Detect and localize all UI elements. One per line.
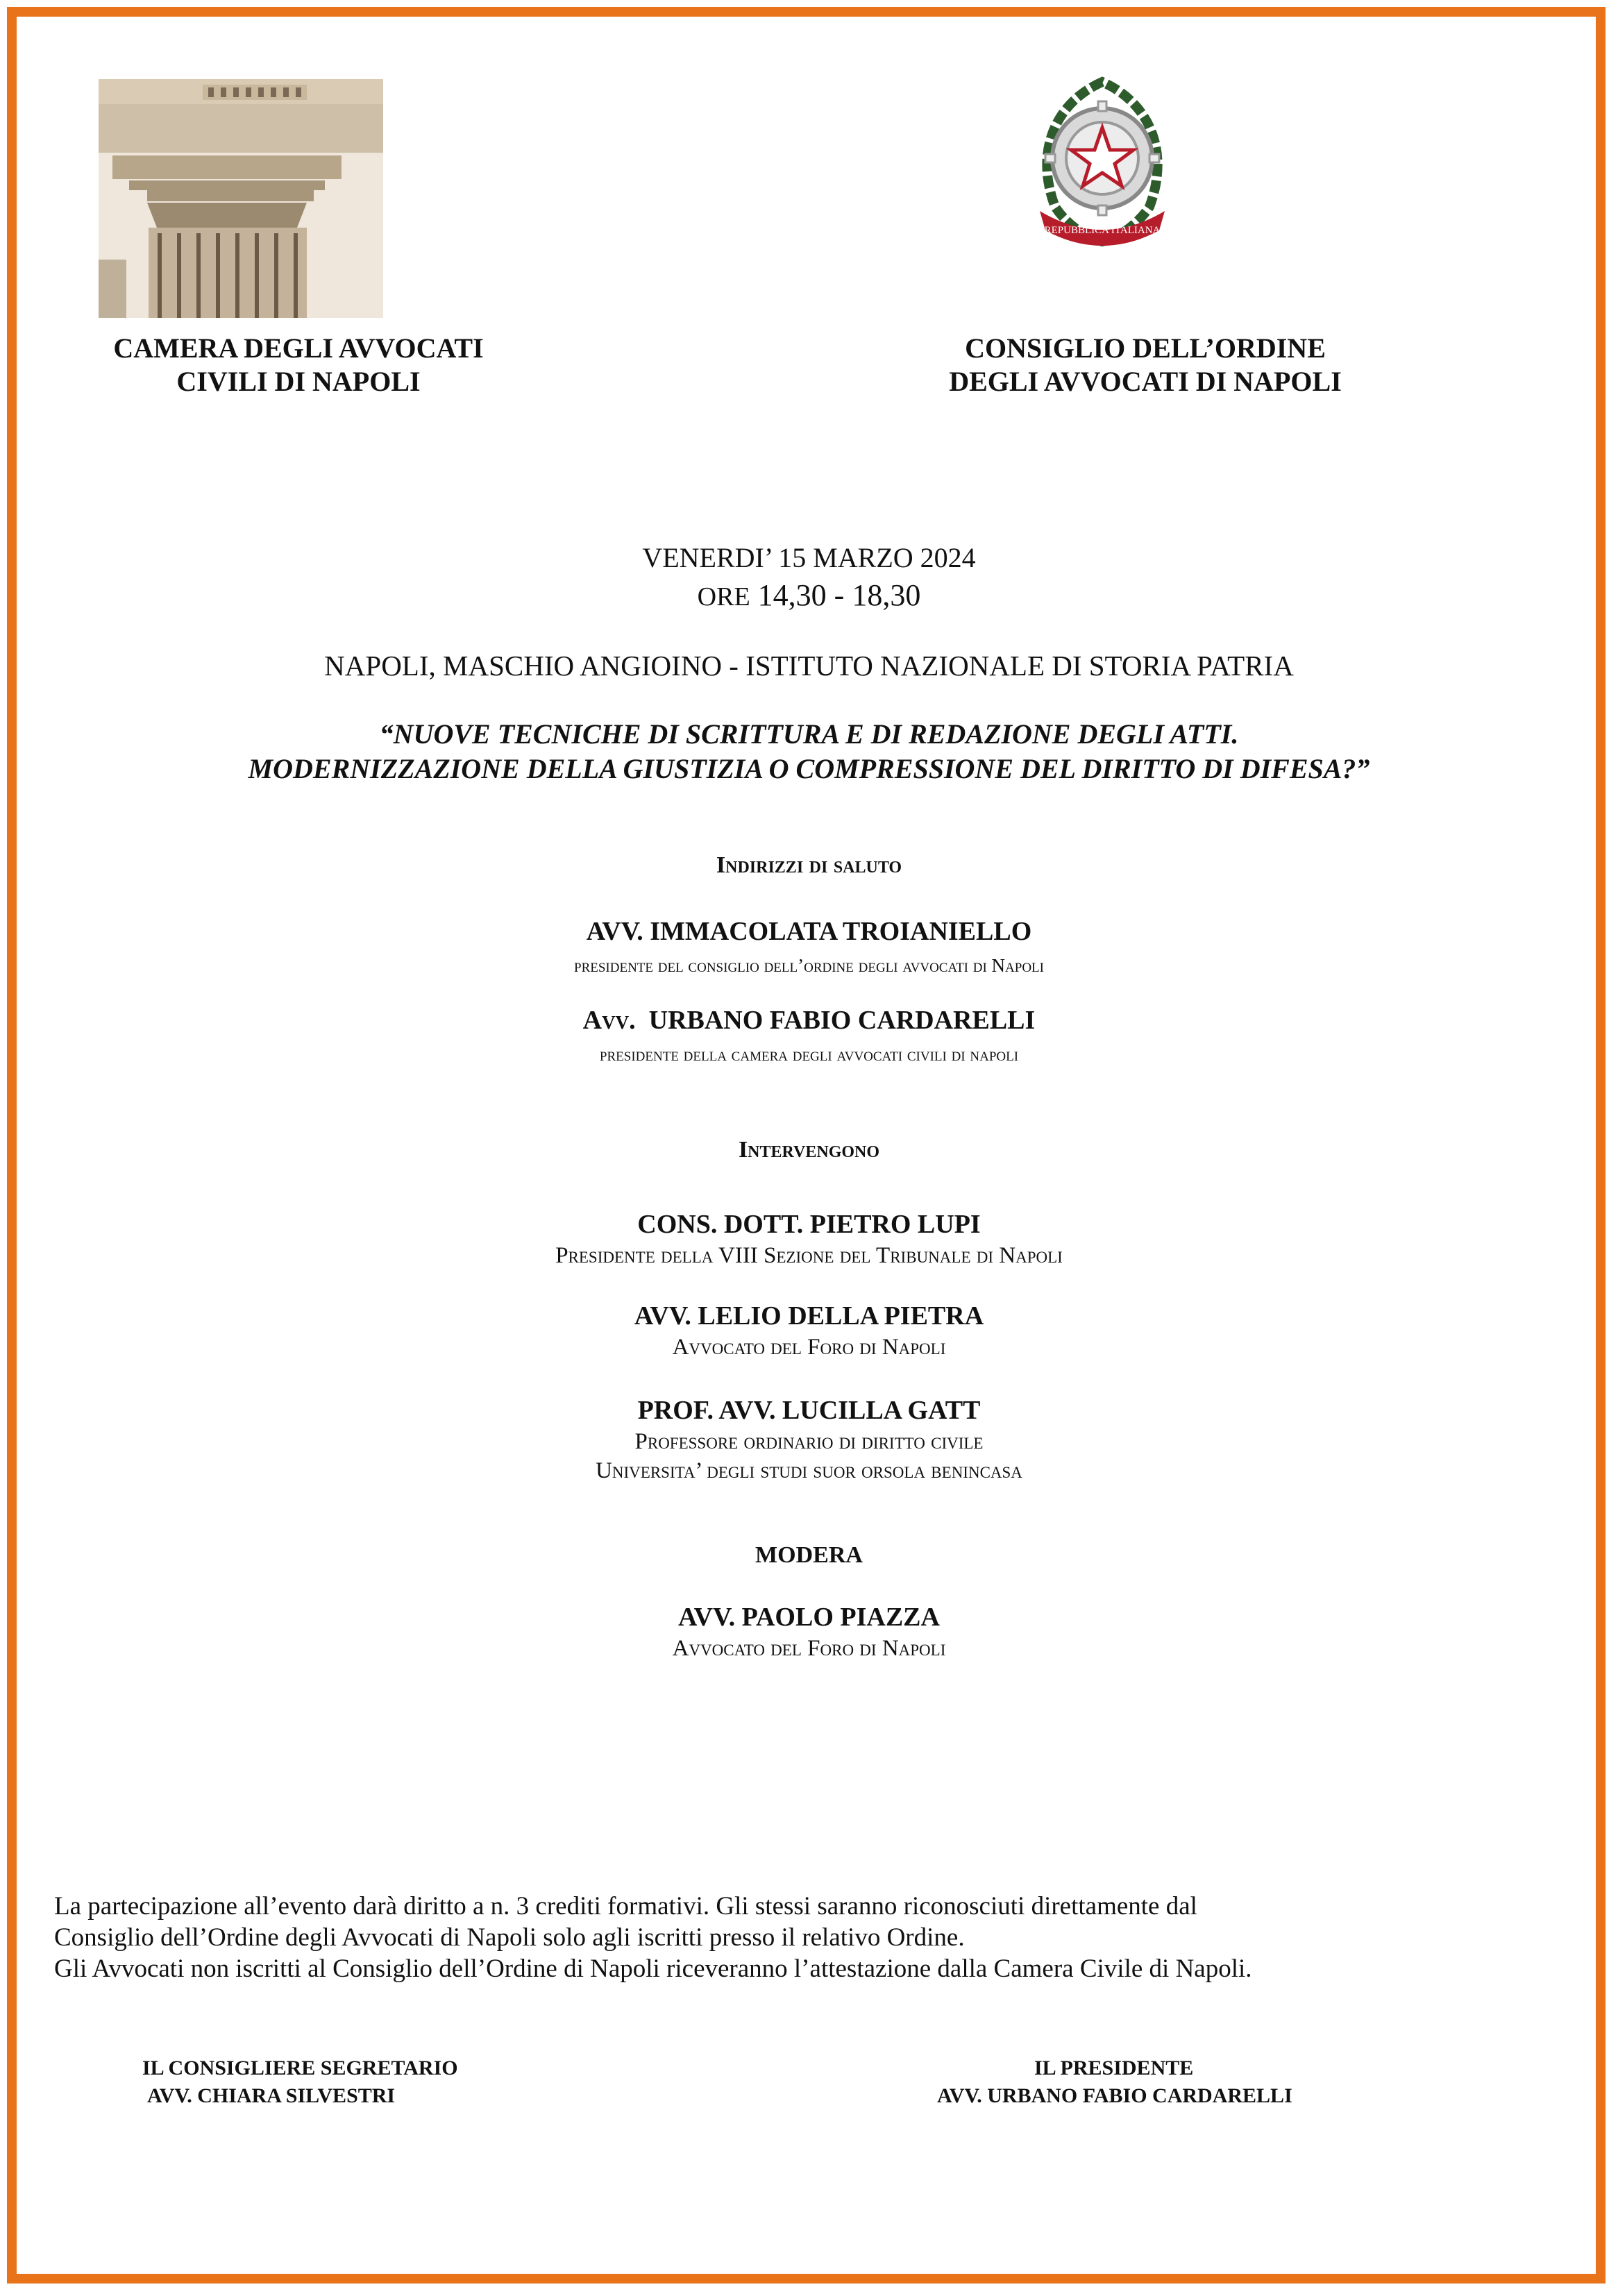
credits-note-line2: Consiglio dell’Ordine degli Avvocati di Napoli solo agli iscritti presso il relativo Ordine.	[54, 1923, 965, 1952]
signature-secretary-title: IL CONSIGLIERE SEGRETARIO	[142, 2057, 458, 2079]
speaker-1-name: CONS. DOTT. PIETRO LUPI	[637, 1210, 981, 1239]
event-date: VENERDI’ 15 MARZO 2024	[642, 542, 976, 573]
speaker-3-role: Professore ordinario di diritto civile	[634, 1429, 984, 1454]
speaker-2-role: Avvocato del Foro di Napoli	[672, 1335, 946, 1360]
event-time-value: 14,30 - 18,30	[757, 578, 921, 612]
greeting-speaker-2-fullname: URBANO FABIO CARDARELLI	[648, 1006, 1036, 1035]
credits-note-line3: Gli Avvocati non iscritti al Consiglio dell’Ordine di Napoli riceveranno l’attestazione dalla Camera Civile di Napoli.	[54, 1955, 1252, 1983]
greeting-speaker-2-role: presidente della camera degli avvocati civili di napoli	[599, 1044, 1019, 1065]
left-org-line2: CIVILI DI NAPOLI	[176, 366, 421, 397]
event-venue: NAPOLI, MASCHIO ANGIOINO - ISTITUTO NAZIONALE DI STORIA PATRIA	[324, 650, 1294, 682]
moderator-heading: MODERA	[755, 1542, 863, 1568]
speaker-3-name: PROF. AVV. LUCILLA GATT	[637, 1396, 981, 1425]
event-title	[0, 717, 1618, 786]
moderator-name: AVV. PAOLO PIAZZA	[678, 1603, 940, 1632]
signature-president	[902, 2054, 1388, 2110]
greeting-speaker-1-role: presidente del consiglio dell’ordine degli avvocati di Napoli	[574, 955, 1044, 976]
right-org-line1: CONSIGLIO DELL’ORDINE	[965, 332, 1326, 364]
right-org-line2: DEGLI AVVOCATI DI NAPOLI	[949, 366, 1342, 397]
emblem-ribbon-text: REPUBBLICA ITALIANA	[1044, 225, 1161, 236]
speaker-3-role-affiliation: Universita’ degli studi suor orsola benincasa	[596, 1458, 1022, 1483]
right-organization	[882, 332, 1409, 398]
event-time-prefix: ORE	[697, 582, 750, 611]
greetings-heading: Indirizzi di saluto	[716, 852, 902, 878]
left-organization	[69, 332, 528, 398]
signature-president-title: IL PRESIDENTE	[1034, 2057, 1194, 2079]
credits-note-line1: La partecipazione all’evento darà diritto a n. 3 crediti formativi. Gli stessi saranno riconosciuti direttamente dal	[54, 1892, 1197, 1921]
signature-secretary-name: AVV. CHIARA SILVESTRI	[147, 2084, 396, 2107]
speakers-heading: Intervengono	[738, 1137, 880, 1163]
event-title-line2: MODERNIZZAZIONE DELLA GIUSTIZIA O COMPRESSIONE DEL DIRITTO DI DIFESA?”	[248, 753, 1370, 784]
greeting-speaker-2-prefix: Avv.	[582, 1006, 636, 1035]
event-title-line1: “NUOVE TECNICHE DI SCRITTURA E DI REDAZIONE DEGLI ATTI.	[379, 718, 1239, 750]
signature-president-name: AVV. URBANO FABIO CARDARELLI	[937, 2084, 1292, 2107]
speaker-2-name: AVV. LELIO DELLA PIETRA	[634, 1301, 984, 1331]
event-time	[0, 577, 1618, 613]
speaker-1-role: Presidente della VIII Sezione del Tribunale di Napoli	[555, 1243, 1063, 1268]
credits-note	[54, 1891, 1581, 1984]
signature-secretary	[104, 2054, 521, 2110]
greeting-speaker-1-name: AVV. IMMACOLATA TROIANIELLO	[586, 917, 1032, 946]
greeting-speaker-2-name	[0, 1005, 1618, 1036]
camera-civile-column-logo	[99, 79, 383, 318]
left-org-line1: CAMERA DEGLI AVVOCATI	[113, 332, 484, 364]
repubblica-italiana-emblem	[1013, 75, 1191, 253]
moderator-role: Avvocato del Foro di Napoli	[672, 1636, 946, 1661]
